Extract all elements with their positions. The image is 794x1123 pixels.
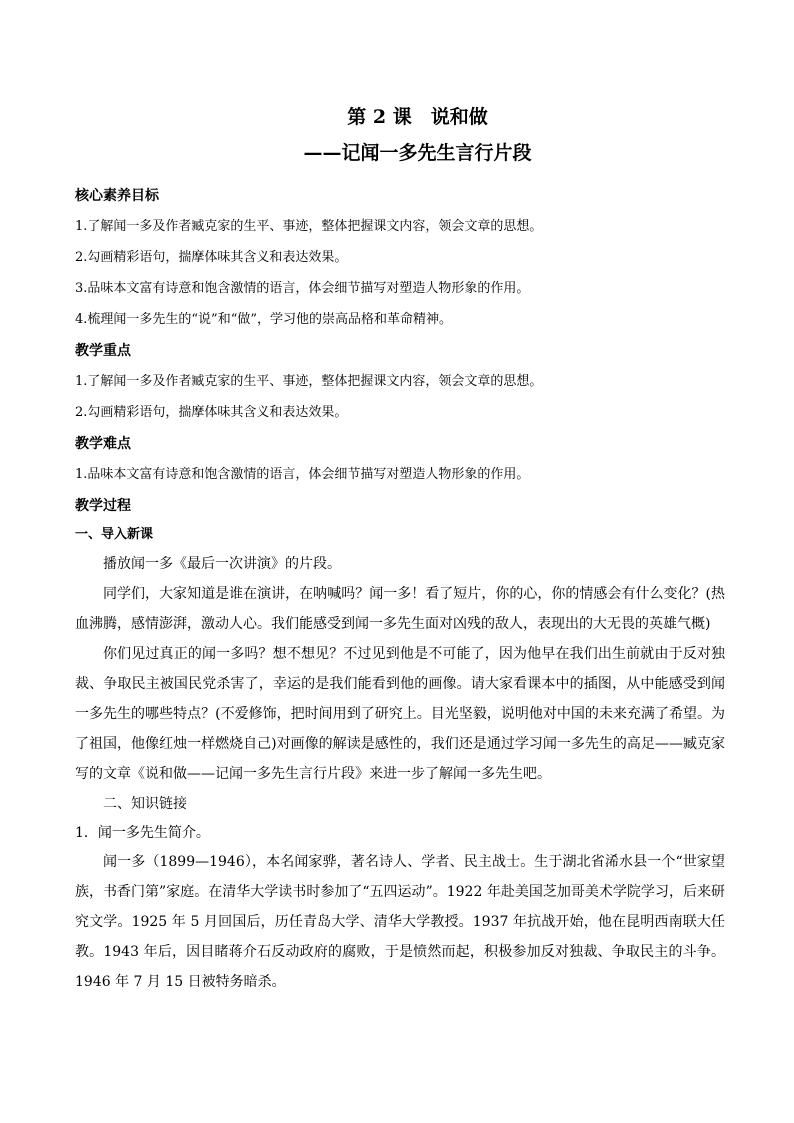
key-point-item: 1.了解闻一多及作者臧克家的生平、事迹，整体把握课文内容，领会文章的思想。 <box>75 374 543 389</box>
knowledge-heading: 二、知识链接 <box>103 796 187 812</box>
goal-item: 3.品味本文富有诗意和饱含激情的语言，体会细节描写对塑造人物形象的作用。 <box>75 281 530 296</box>
lesson-subtitle: ——记闻一多先生言行片段 <box>303 142 532 164</box>
bio-heading: 1．闻一多先生简介。 <box>75 825 210 841</box>
difficulties-heading: 教学难点 <box>75 436 131 452</box>
process-heading: 教学过程 <box>75 498 131 514</box>
goal-item: 2.勾画精彩语句，揣摩体味其含义和表达效果。 <box>75 250 348 265</box>
goal-item: 1.了解闻一多及作者臧克家的生平、事迹，整体把握课文内容，领会文章的思想。 <box>75 219 543 234</box>
key-point-item: 2.勾画精彩语句，揣摩体味其含义和表达效果。 <box>75 405 348 420</box>
intro-paragraph: 你们见过真正的闻一多吗？想不想见？不过见到他是不可能了，因为他早在我们出生前就由于反对独裁、争取民主被国民党杀害了，幸运的是我们能看到他的画像。请大家看课本中的插图，从中能感受到闻一多先生的哪些特点？(不爱修饰，把时间用到了研究上。目光坚毅，说明他对中国的未来充满了希望。为了祖国，他像红烛一样燃烧自己)对画像的解读是感性的，我们还是通过学习闻一多先生的高足——臧克家写的文章《说和做——记闻一多先生言行片段》来进一步了解闻一多先生吧。 <box>75 646 725 782</box>
intro-paragraph: 播放闻一多《最后一次讲演》的片段。 <box>103 556 341 572</box>
goal-item: 4.梳理闻一多先生的“说”和“做”，学习他的崇高品格和革命精神。 <box>75 312 452 327</box>
difficulty-item: 1.品味本文富有诗意和饱含激情的语言，体会细节描写对塑造人物形象的作用。 <box>75 467 530 482</box>
intro-heading: 一、导入新课 <box>75 527 154 542</box>
goals-heading: 核心素养目标 <box>75 188 159 204</box>
intro-paragraph: 同学们，大家知道是谁在演讲，在呐喊吗？闻一多！看了短片，你的心，你的情感会有什么变化？(热血沸腾，感情澎湃，激动人心。我们能感受到闻一多先生面对凶残的敌人，表现出的大无畏的英雄气概) <box>75 586 725 632</box>
document-body <box>75 104 725 997</box>
key-points-heading: 教学重点 <box>75 343 131 359</box>
bio-paragraph: 闻一多（1899—1946），本名闻家骅，著名诗人、学者、民主战士。生于湖北省浠水县一个“世家望族，书香门第”家庭。在清华大学读书时参加了“五四运动”。1922 年赴美国芝加哥美术学院学习，后来研究文学。1925 年 5 月回国后，历任青岛大学、清华大学教授。1937 年抗战开始，他在昆明西南联大任教。1943 年后，因目睹蒋介石反动政府的腐败，于是愤然而起，积极参加反对独裁、争取民主的斗争。1946 年 7 月 15 日被特务暗杀。 <box>75 854 725 990</box>
lesson-title: 第 2 课 说和做 <box>347 106 488 128</box>
